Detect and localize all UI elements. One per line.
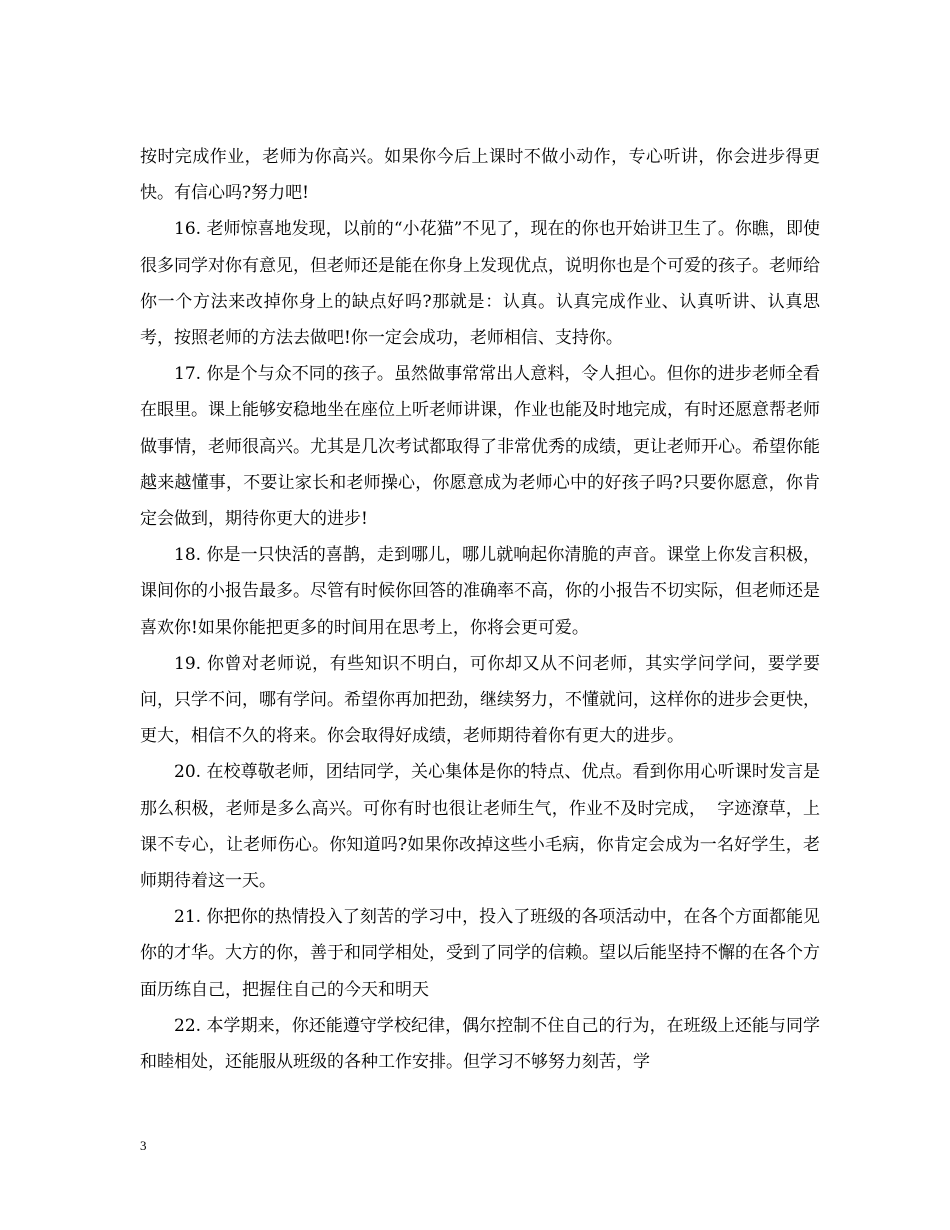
page-number: 3: [140, 1138, 147, 1153]
paragraph-18: 18. 你是一只快活的喜鹊，走到哪儿，哪儿就响起你清脆的声音。课堂上你发言积极，课间你的小报告最多。尽管有时候你回答的准确率不高，你的小报告不切实际，但老师还是喜欢你!如果你能把更多的时间用在思考上，你将会更可爱。: [140, 545, 820, 638]
paragraph-continuation: 按时完成作业，老师为你高兴。如果你今后上课时不做小动作，专心听讲，你会进步得更快。有信心吗?努力吧!: [140, 147, 820, 204]
paragraph-19: 19. 你曾对老师说，有些知识不明白，可你却又从不问老师，其实学问学问，要学要问，只学不问，哪有学问。希望你再加把劲，继续努力，不懂就问，这样你的进步会更快，更大，相信不久的将来。你会取得好成绩，老师期待着你有更大的进步。: [140, 653, 820, 747]
paragraph-20: 20. 在校尊敬老师，团结同学，关心集体是你的特点、优点。看到你用心听课时发言是那么积极，老师是多么高兴。可你有时也很让老师生气，作业不及时完成， 字迹潦草，上课不专心，让老师伤心。你知道吗?如果你改掉这些小毛病，你肯定会成为一名好学生，老师期待着这一天。: [140, 762, 820, 892]
document-body: [140, 139, 820, 1080]
paragraph-16: 16. 老师惊喜地发现，以前的“小花猫”不见了，现在的你也开始讲卫生了。你瞧，即使很多同学对你有意见，但老师还是能在你身上发现优点，说明你也是个可爱的孩子。老师给你一个方法来改掉你身上的缺点好吗?那就是：认真。认真完成作业、认真听讲、认真思考，按照老师的方法去做吧!你一定会成功，老师相信、支持你。: [140, 219, 820, 349]
paragraph-22: 22. 本学期来，你还能遵守学校纪律，偶尔控制不住自己的行为，在班级上还能与同学和睦相处，还能服从班级的各种工作安排。但学习不够努力刻苦，学: [140, 1015, 820, 1073]
paragraph-17: 17. 你是个与众不同的孩子。虽然做事常常出人意料，令人担心。但你的进步老师全看在眼里。课上能够安稳地坐在座位上听老师讲课，作业也能及时地完成，有时还愿意帮老师做事情，老师很高兴。尤其是几次考试都取得了非常优秀的成绩，更让老师开心。希望你能越来越懂事，不要让家长和老师操心，你愿意成为老师心中的好孩子吗?只要你愿意，你肯定会做到，期待你更大的进步!: [140, 364, 820, 530]
paragraph-21: 21. 你把你的热情投入了刻苦的学习中，投入了班级的各项活动中，在各个方面都能见你的才华。大方的你，善于和同学相处，受到了同学的信赖。望以后能坚持不懈的在各个方面历练自己，把握住自己的今天和明天: [140, 907, 820, 1000]
